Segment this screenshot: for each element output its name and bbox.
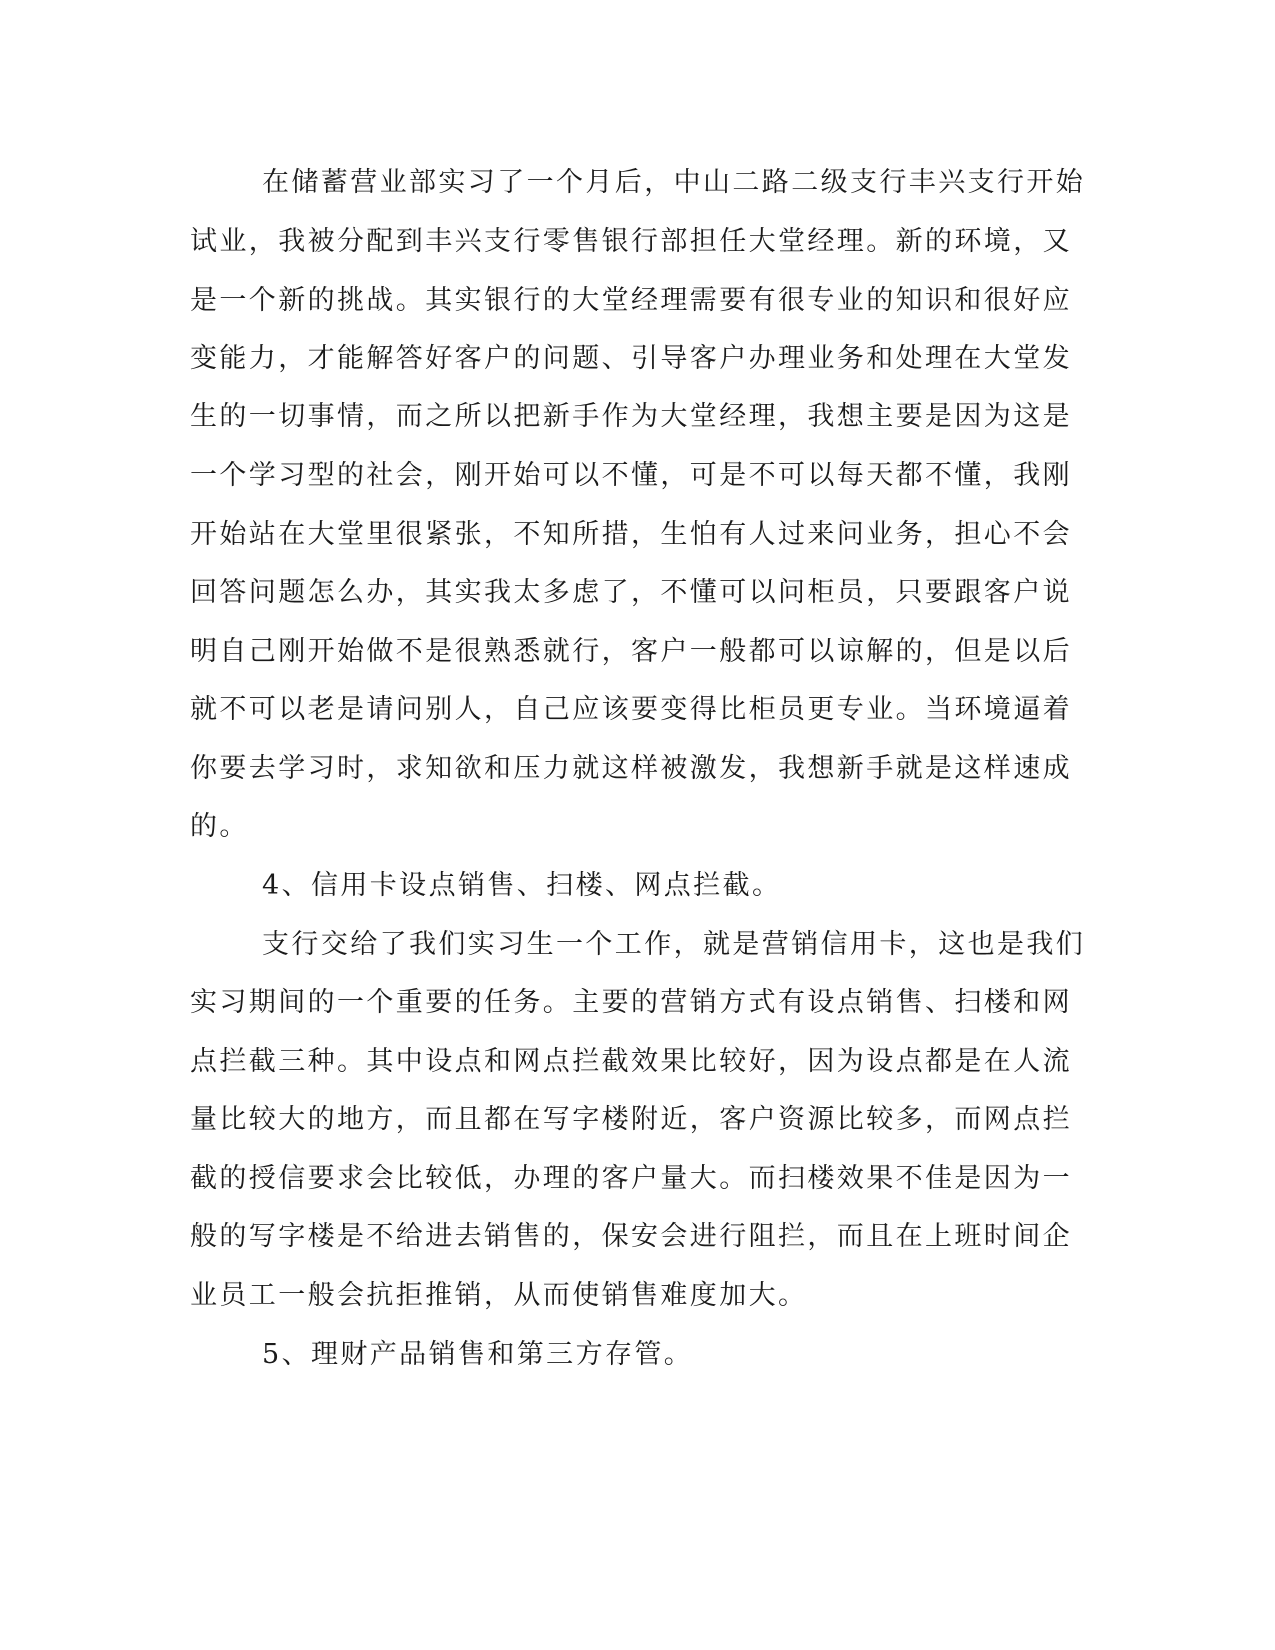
paragraph-2-line-6: 般的写字楼是不给进去销售的，保安会进行阻拦，而且在上班时间企 <box>190 1221 1072 1252</box>
paragraph-1-line-5: 生的一切事情，而之所以把新手作为大堂经理，我想主要是因为这是 <box>190 401 1072 432</box>
paragraph-2-line-2: 实习期间的一个重要的任务。主要的营销方式有设点销售、扫楼和网 <box>190 987 1072 1018</box>
paragraph-2-line-7: 业员工一般会抗拒推销，从而使销售难度加大。 <box>190 1280 808 1311</box>
paragraph-1-line-10: 就不可以老是请问别人，自己应该要变得比柜员更专业。当环境逼着 <box>190 694 1072 725</box>
paragraph-1-line-8: 回答问题怎么办，其实我太多虑了，不懂可以问柜员，只要跟客户说 <box>190 577 1072 608</box>
paragraph-2-line-5: 截的授信要求会比较低，办理的客户量大。而扫楼效果不佳是因为一 <box>190 1163 1072 1194</box>
paragraph-2-line-1: 支行交给了我们实习生一个工作，就是营销信用卡，这也是我们 <box>262 929 1086 960</box>
paragraph-1-line-3: 是一个新的挑战。其实银行的大堂经理需要有很专业的知识和很好应 <box>190 285 1072 316</box>
paragraph-1-line-4: 变能力，才能解答好客户的问题、引导客户办理业务和处理在大堂发 <box>190 343 1072 374</box>
paragraph-1-line-2: 试业，我被分配到丰兴支行零售银行部担任大堂经理。新的环境，又 <box>190 226 1072 257</box>
section-heading-5: 5、理财产品销售和第三方存管。 <box>262 1339 694 1370</box>
paragraph-1-line-9: 明自己刚开始做不是很熟悉就行，客户一般都可以谅解的，但是以后 <box>190 636 1072 667</box>
section-heading-4: 4、信用卡设点销售、扫楼、网点拦截。 <box>262 870 782 901</box>
paragraph-1-line-6: 一个学习型的社会，刚开始可以不懂，可是不可以每天都不懂，我刚 <box>190 460 1072 491</box>
paragraph-2-line-3: 点拦截三种。其中设点和网点拦截效果比较好，因为设点都是在人流 <box>190 1046 1072 1077</box>
paragraph-1-line-1: 在储蓄营业部实习了一个月后，中山二路二级支行丰兴支行开始 <box>262 167 1086 198</box>
paragraph-1-line-11: 你要去学习时，求知欲和压力就这样被激发，我想新手就是这样速成 <box>190 753 1072 784</box>
paragraph-2-line-4: 量比较大的地方，而且都在写字楼附近，客户资源比较多，而网点拦 <box>190 1104 1072 1135</box>
paragraph-1-line-12: 的。 <box>190 811 249 842</box>
paragraph-1-line-7: 开始站在大堂里很紧张，不知所措，生怕有人过来问业务，担心不会 <box>190 519 1072 550</box>
